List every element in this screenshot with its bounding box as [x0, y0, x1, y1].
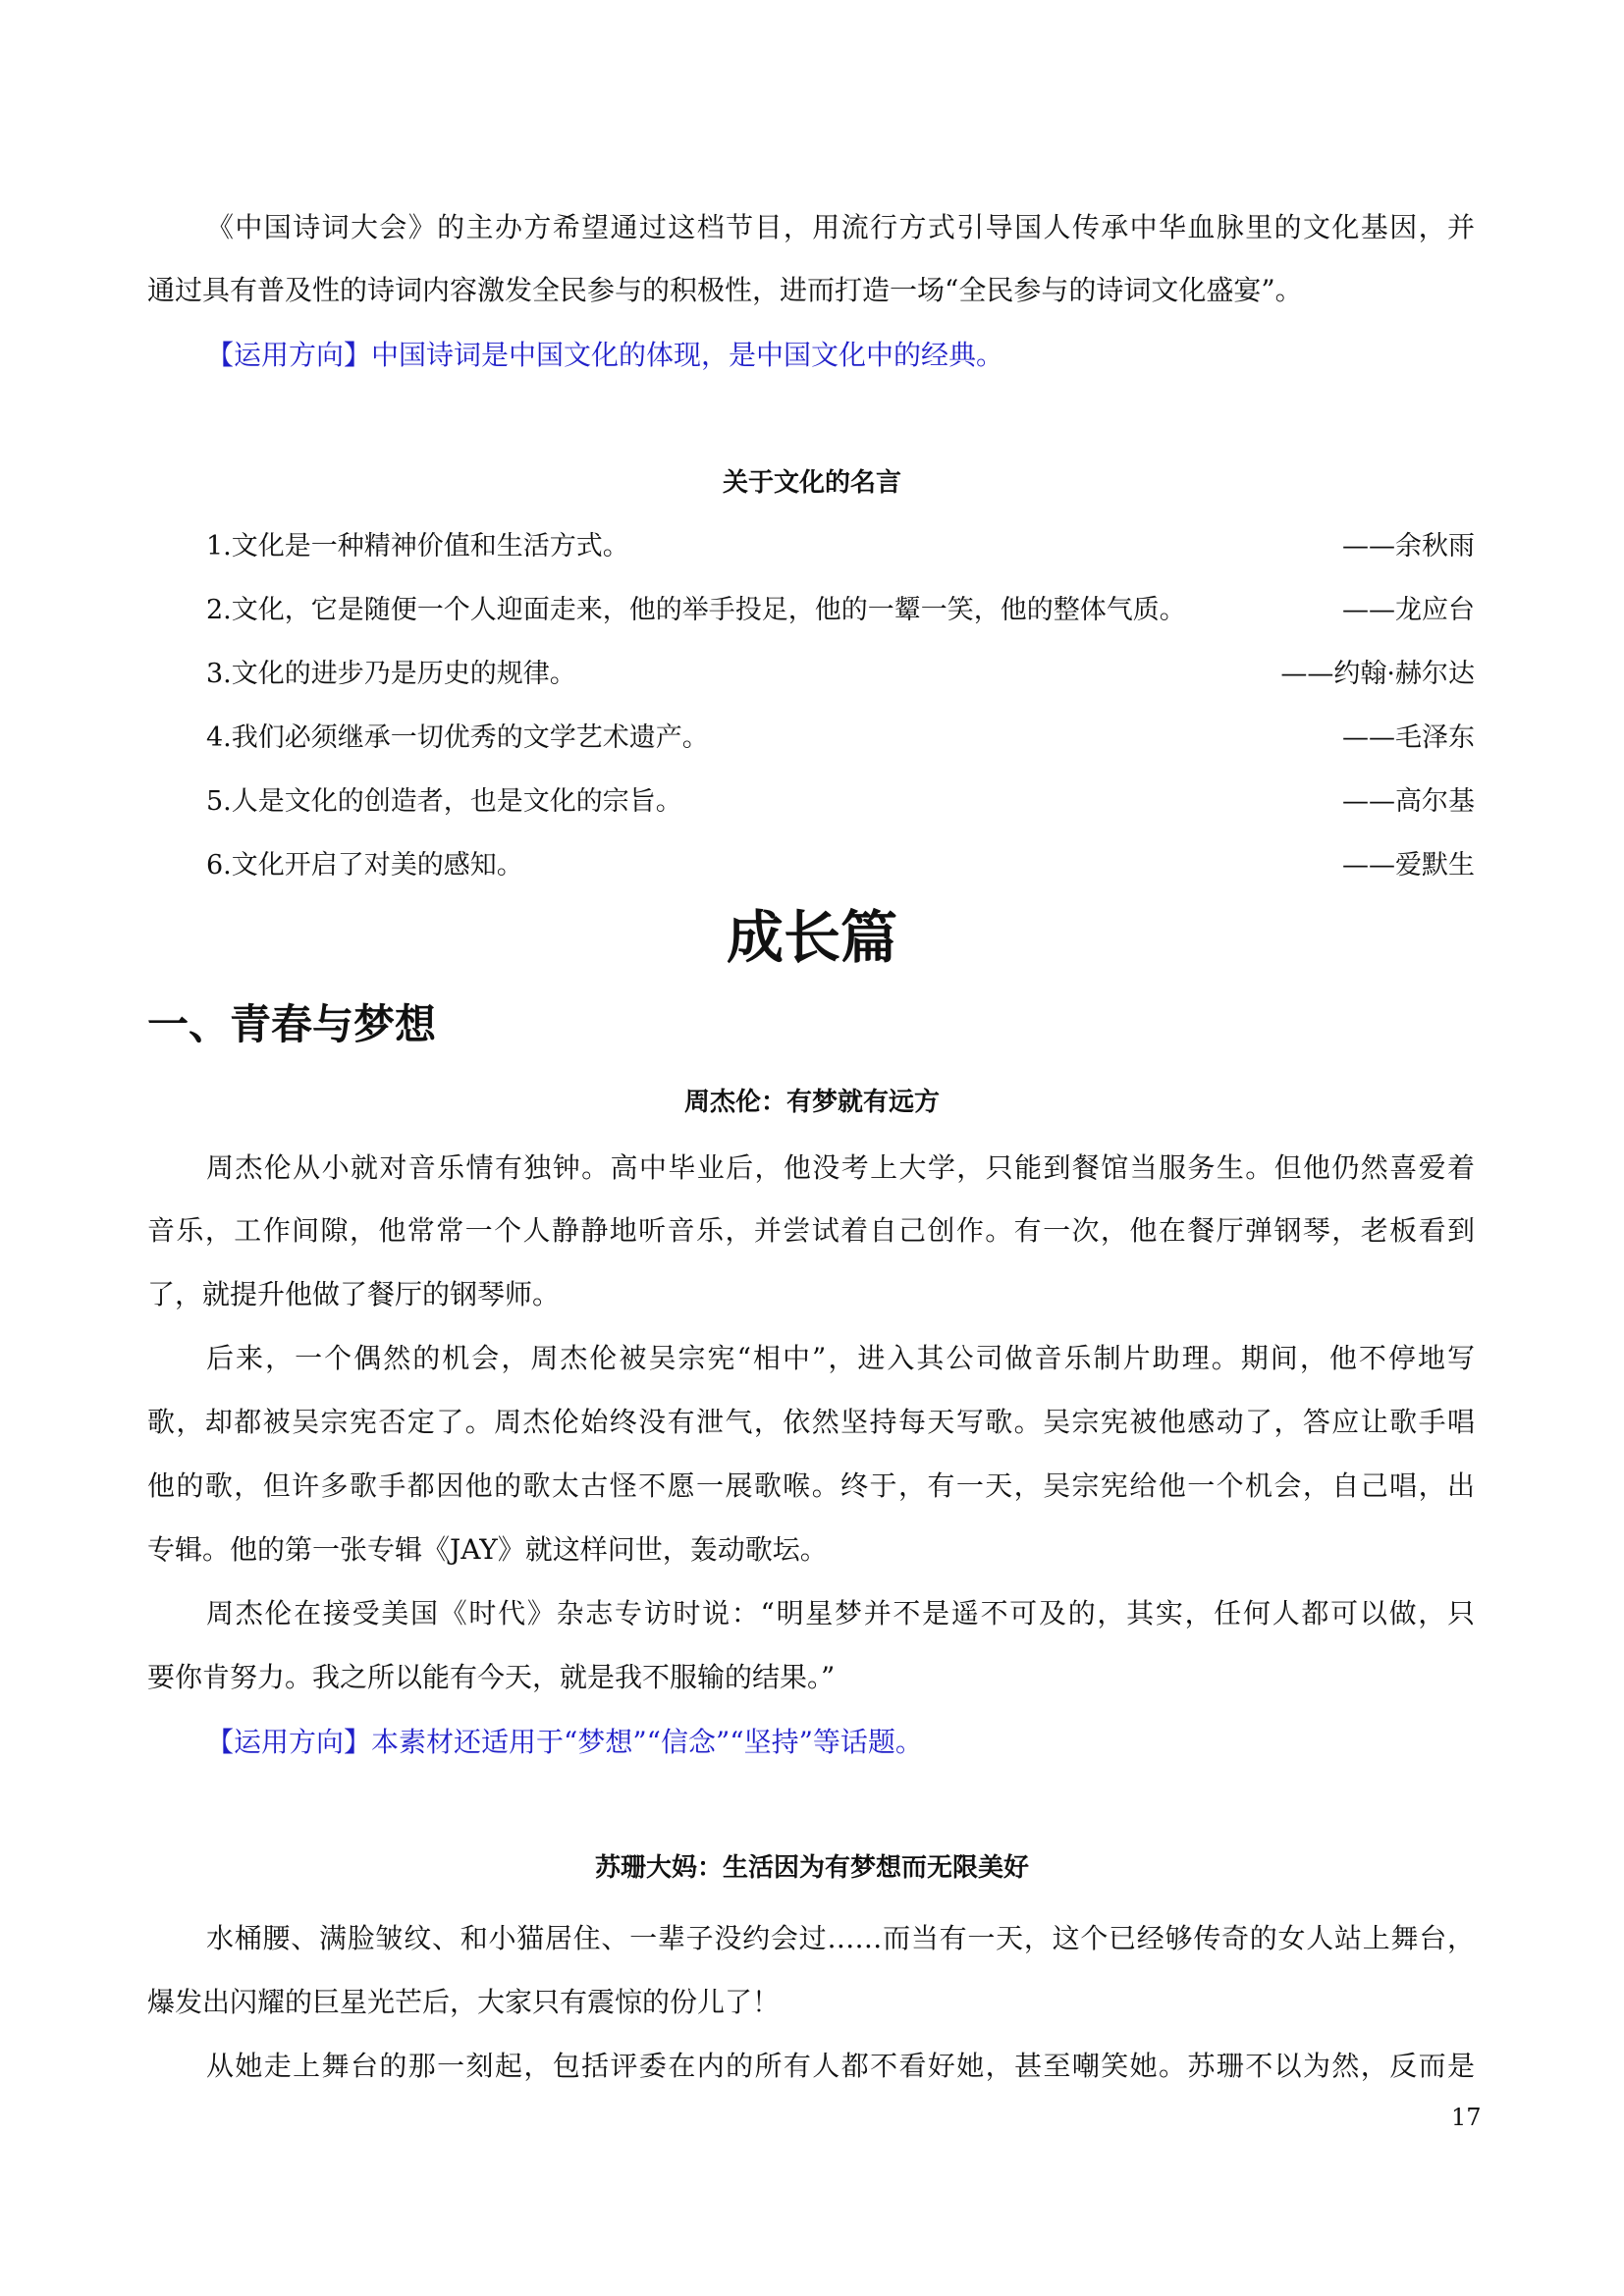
- story-line: 歌，却都被吴宗宪否定了。周杰伦始终没有泄气，依然坚持每天写歌。吴宗宪被他感动了，答应让歌手唱: [147, 1406, 1475, 1438]
- quote-author: ——余秋雨: [1342, 531, 1475, 561]
- story-line: 从她走上舞台的那一刻起，包括评委在内的所有人都不看好她，甚至嘲笑她。苏珊不以为然，反而是: [206, 2050, 1475, 2082]
- story-line: 爆发出闪耀的巨星光芒后，大家只有震惊的份儿了！: [147, 1986, 781, 2018]
- story-line: 了，就提升他做了餐厅的钢琴师。: [147, 1278, 561, 1310]
- quote-author: ——高尔基: [1342, 786, 1475, 817]
- quote-author: ——龙应台: [1342, 595, 1475, 625]
- quote-item: [206, 782, 1475, 822]
- intro-usage-note: 【运用方向】中国诗词是中国文化的体现，是中国文化中的经典。: [206, 339, 1004, 371]
- quote-text: 5.人是文化的创造者，也是文化的宗旨。: [206, 786, 682, 817]
- intro-line-1: 《中国诗词大会》的主办方希望通过这档节目，用流行方式引导国人传承中华血脉里的文化基因，并: [206, 211, 1475, 243]
- quote-text: 3.文化的进步乃是历史的规律。: [206, 659, 576, 689]
- story-line: 水桶腰、满脸皱纹、和小猫居住、一辈子没约会过……而当有一天，这个已经够传奇的女人站上舞台，: [206, 1922, 1475, 1954]
- story-title: 周杰伦：有梦就有远方: [683, 1088, 940, 1117]
- quote-author: ——约翰·赫尔达: [1280, 659, 1475, 689]
- quote-text: 6.文化开启了对美的感知。: [206, 850, 523, 881]
- quote-text: 2.文化，它是随便一个人迎面走来，他的举手投足，他的一颦一笑，他的整体气质。: [206, 595, 1186, 625]
- quote-item: [206, 591, 1475, 630]
- page-number: 17: [1451, 2104, 1482, 2131]
- quote-author: ——爱默生: [1342, 850, 1475, 881]
- section-heading: 一、青春与梦想: [147, 1000, 437, 1048]
- story-line: 专辑。他的第一张专辑《JAY》就这样问世，轰动歌坛。: [147, 1533, 828, 1566]
- intro-line-2: 通过具有普及性的诗词内容激发全民参与的积极性，进而打造一场“全民参与的诗词文化盛宴”。: [147, 274, 1303, 306]
- story-title: 苏珊大妈：生活因为有梦想而无限美好: [594, 1853, 1029, 1883]
- quote-item: [206, 719, 1475, 758]
- quotes-section-title: 关于文化的名言: [722, 468, 901, 498]
- quote-item: [206, 846, 1475, 885]
- chapter-title: 成长篇: [726, 904, 897, 971]
- story-line: 要你肯努力。我之所以能有今天，就是我不服输的结果。”: [147, 1661, 836, 1693]
- quote-item: [206, 527, 1475, 566]
- story-line: 音乐，工作间隙，他常常一个人静静地听音乐，并尝试着自己创作。有一次，他在餐厅弹钢琴，老板看到: [147, 1214, 1475, 1247]
- story-line: 他的歌，但许多歌手都因他的歌太古怪不愿一展歌喉。终于，有一天，吴宗宪给他一个机会，自己唱，出: [147, 1469, 1475, 1502]
- quote-author: ——毛泽东: [1342, 722, 1475, 753]
- story-line: 后来，一个偶然的机会，周杰伦被吴宗宪“相中”，进入其公司做音乐制片助理。期间，他不停地写: [206, 1342, 1475, 1374]
- quote-text: 1.文化是一种精神价值和生活方式。: [206, 531, 629, 561]
- story-line: 周杰伦在接受美国《时代》杂志专访时说：“明星梦并不是遥不可及的，其实，任何人都可以做，只: [206, 1597, 1475, 1629]
- story-usage-note: 【运用方向】本素材还适用于“梦想”“信念”“坚持”等话题。: [206, 1726, 923, 1758]
- story-line: 周杰伦从小就对音乐情有独钟。高中毕业后，他没考上大学，只能到餐馆当服务生。但他仍然喜爱着: [206, 1151, 1475, 1184]
- quote-text: 4.我们必须继承一切优秀的文学艺术遗产。: [206, 722, 709, 753]
- quote-item: [206, 655, 1475, 694]
